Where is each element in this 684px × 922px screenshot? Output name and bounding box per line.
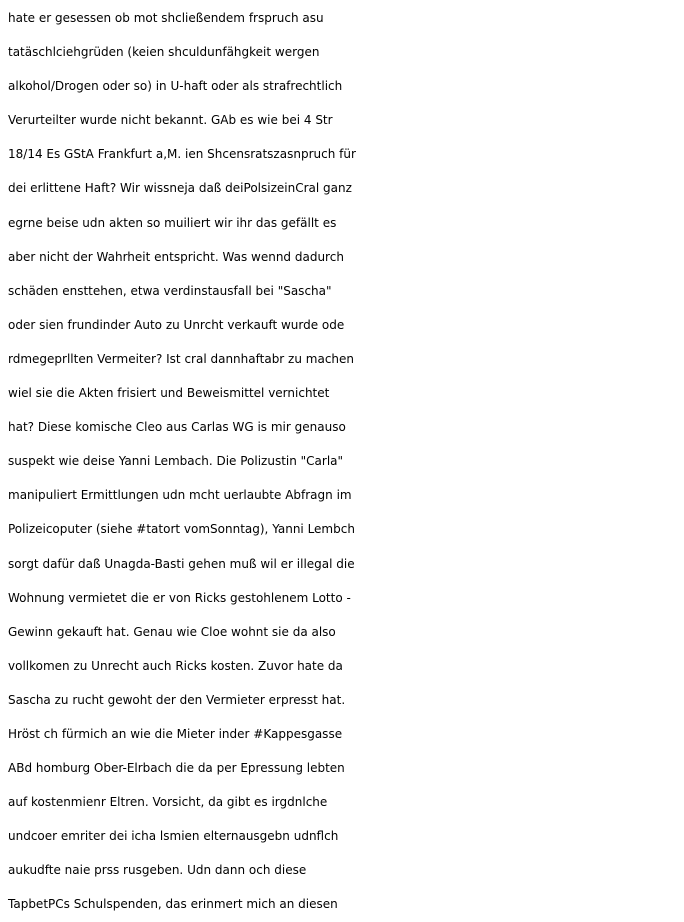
text-line: vollkomen zu Unrecht auch Ricks kosten. Zuvor hate da: [8, 658, 343, 673]
text-line: manipuliert Ermittlungen udn mcht uerlaubte Abfragn im: [8, 488, 352, 503]
text-line: dei erlittene Haft? Wir wissneja daß deiPolsizeinCral ganz: [8, 181, 352, 196]
text-line: rdmegeprllten Vermeiter? Ist cral dannhaftabr zu machen: [8, 351, 355, 366]
text-line: egrne beise udn akten so muiliert wir ihr das gefällt es: [8, 215, 337, 230]
text-line: hate er gesessen ob mot shcließendem frspruch asu: [8, 11, 324, 25]
text-line: aber nicht der Wahrheit entspricht. Was wennd dadurch: [8, 249, 344, 264]
text-line: Gewinn gekauft hat. Genau wie Cloe wohnt sie da also: [8, 624, 336, 639]
text-line: schäden ensttehen, etwa verdinstausfall bei "Sascha": [8, 283, 332, 298]
text-line: oder sien frundinder Auto zu Unrcht verkauft wurde ode: [8, 317, 345, 332]
text-line: auf kostenmienr Eltren. Vorsicht, da gibt es irgdnlche: [8, 795, 328, 810]
text-line: aukudfte naie prss rusgeben. Udn dann och diese: [8, 863, 307, 878]
text-line: 18/14 Es GStA Frankfurt a,M. ien Shcensratszasnpruch für: [8, 147, 356, 162]
text-line: tatäschlciehgrüden (keien shculdunfähgkeit wergen: [8, 45, 320, 60]
body-text: [8, 1, 684, 922]
text-line: undcoer emriter dei icha lsmien elternausgebn udnflch: [8, 829, 339, 844]
text-line: hat? Diese komische Cleo aus Carlas WG is mir genauso: [8, 420, 346, 435]
text-line: Verurteilter wurde nicht bekannt. GAb es wie bei 4 Str: [8, 113, 333, 128]
text-line: alkohol/Drogen oder so) in U-haft oder als strafrechtlich: [8, 79, 343, 94]
text-line: TapbetPCs Schulspenden, das erinmert mich an diesen: [8, 897, 338, 912]
text-line: Sascha zu rucht gewoht der den Vermieter erpresst hat.: [8, 692, 346, 707]
text-line: Hröst ch fürmich an wie die Mieter inder #Kappesgasse: [8, 726, 343, 741]
text-line: Wohnung vermietet die er von Ricks gestohlenem Lotto -: [8, 590, 351, 605]
text-line: ABd homburg Ober-Elrbach die da per Epressung lebten: [8, 761, 345, 776]
text-line: suspekt wie deise Yanni Lembach. Die Polizustin "Carla": [8, 454, 344, 469]
text-line: wiel sie die Akten frisiert und Beweismittel vernichtet: [8, 386, 330, 401]
text-line: sorgt dafür daß Unagda-Basti gehen muß wil er illegal die: [8, 556, 355, 571]
text-line: Polizeicoputer (siehe #tatort vomSonntag), Yanni Lembch: [8, 522, 355, 537]
